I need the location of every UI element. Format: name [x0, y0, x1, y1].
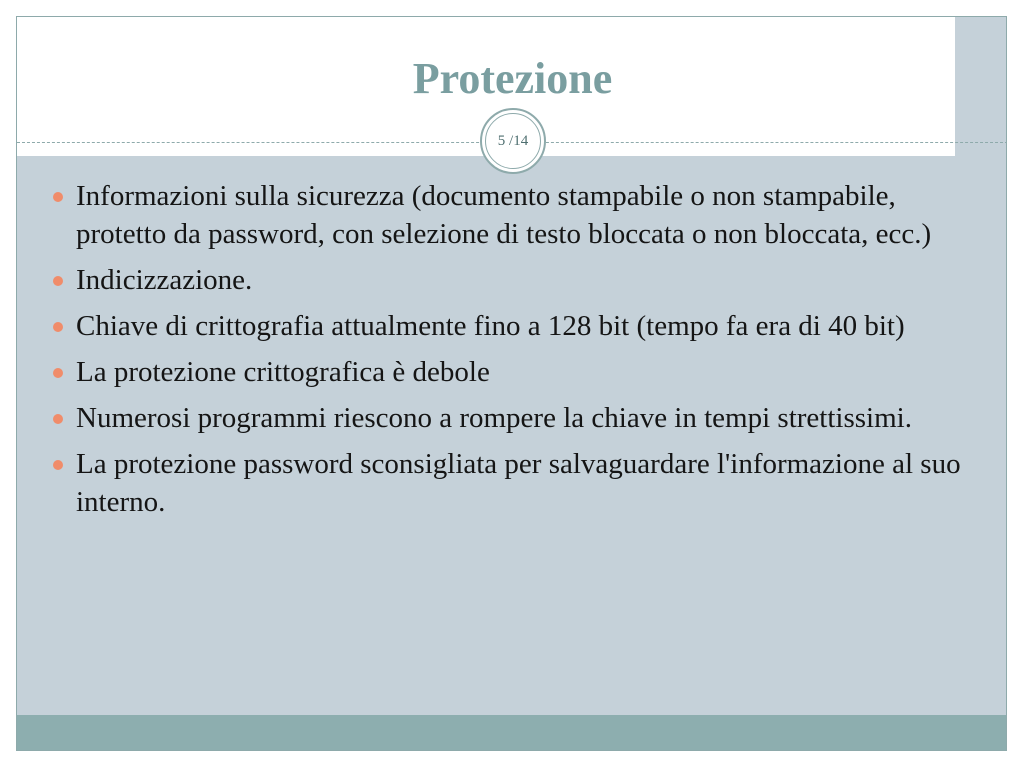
bullet-text: La protezione crittografica è debole	[76, 356, 490, 388]
bullet-item	[53, 261, 973, 299]
page-total: 14	[513, 132, 529, 149]
page-number-circle	[485, 113, 541, 169]
page-number: 5	[497, 132, 506, 149]
bullet-dot-icon	[53, 414, 63, 424]
page-separator: /	[505, 132, 514, 149]
bullet-item	[53, 445, 973, 521]
bullet-text: Indicizzazione.	[76, 264, 253, 296]
bullet-text: Numerosi programmi riescono a rompere la chiave in tempi strettissimi.	[76, 402, 912, 434]
bullet-dot-icon	[53, 322, 63, 332]
bullet-item	[53, 307, 973, 345]
bullet-item	[53, 177, 973, 253]
bullet-list	[53, 177, 973, 521]
bullet-dot-icon	[53, 460, 63, 470]
bullet-item	[53, 399, 973, 437]
page-number-badge	[480, 108, 546, 174]
slide-title: Protezione	[412, 54, 613, 103]
slide-content	[53, 177, 973, 529]
bullet-text: Chiave di crittografia attualmente fino a 128 bit (tempo fa era di 40 bit)	[76, 310, 905, 342]
bullet-text: La protezione password sconsigliata per salvaguardare l'informazione al suo interno.	[76, 448, 961, 518]
bullet-dot-icon	[53, 368, 63, 378]
slide	[16, 16, 1007, 751]
bullet-dot-icon	[53, 276, 63, 286]
bullet-item	[53, 353, 973, 391]
footer-bar	[17, 715, 1007, 751]
bullet-dot-icon	[53, 192, 63, 202]
bullet-text: Informazioni sulla sicurezza (documento stampabile o non stampabile, protetto da password, con selezione di testo bloccata o non bloccata, ecc.)	[76, 180, 932, 250]
